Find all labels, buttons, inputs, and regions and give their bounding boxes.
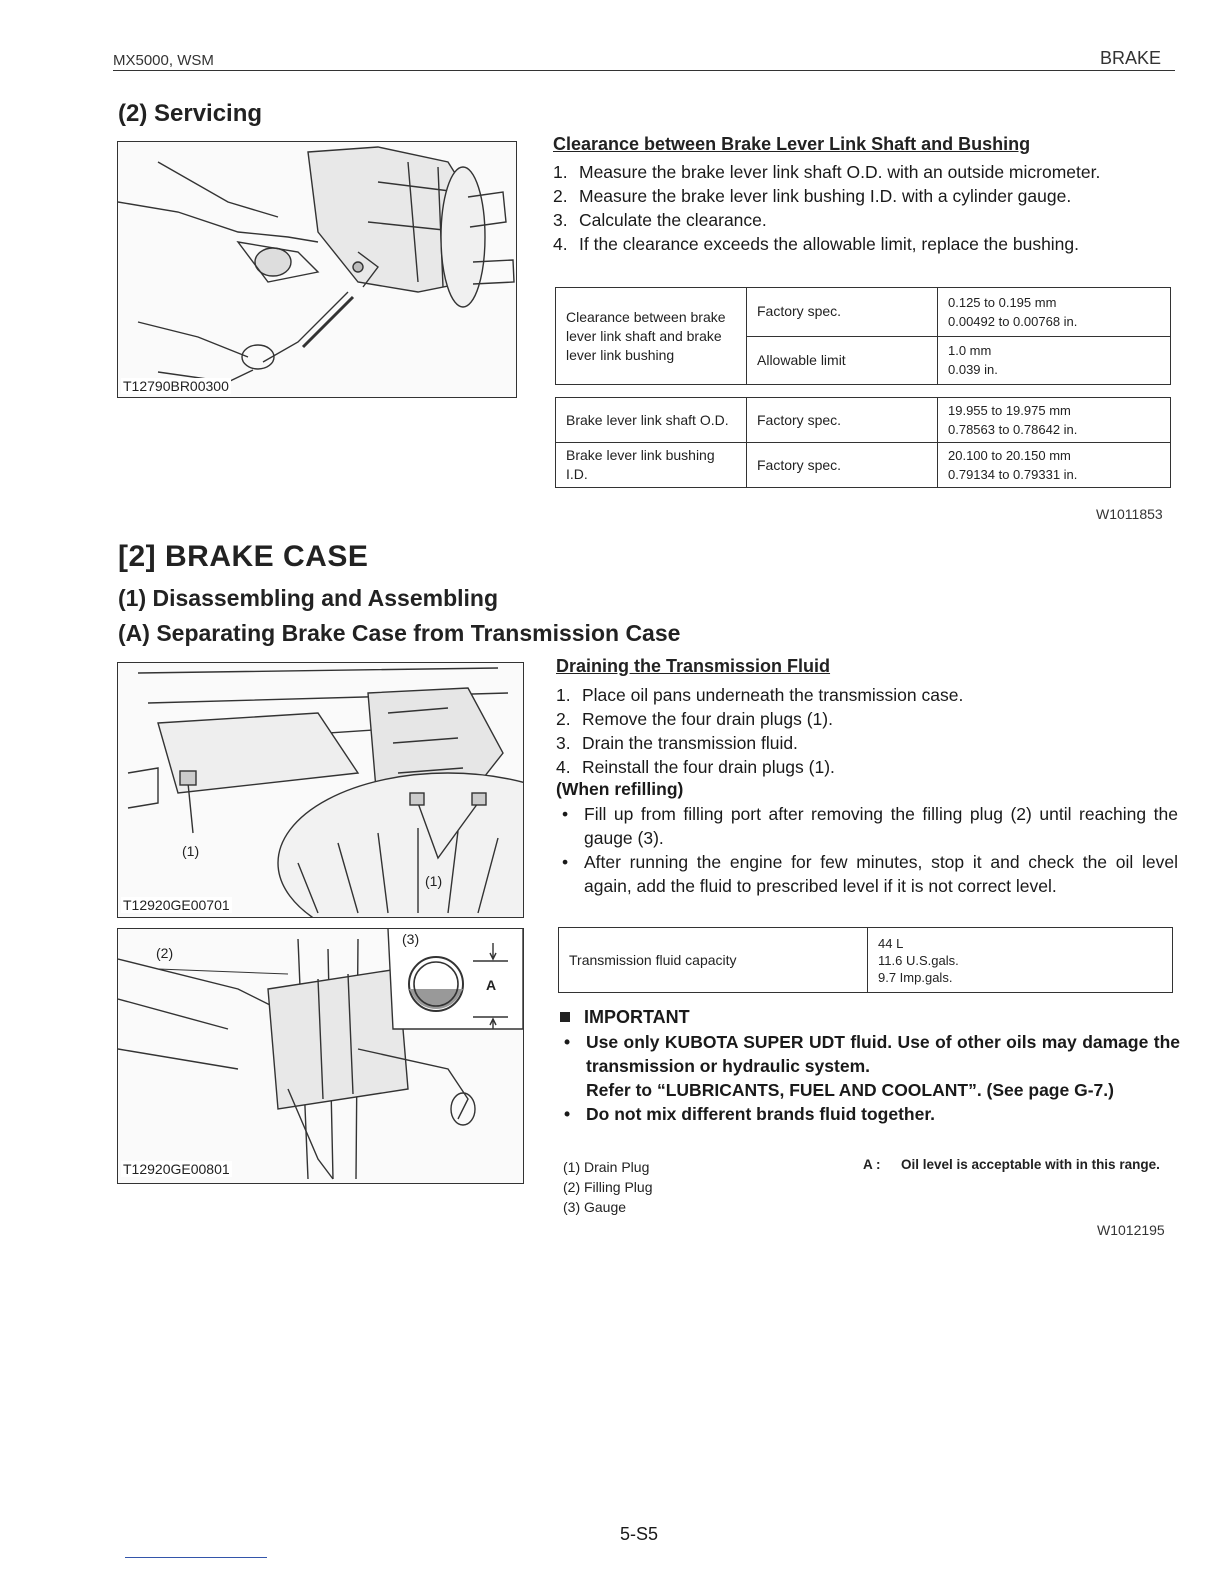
capacity-table — [558, 927, 1173, 993]
legend-a: A : Oil level is acceptable with in this range. — [863, 1157, 1160, 1172]
important-bullets — [558, 1030, 1180, 1126]
page-number: 5-S5 — [620, 1524, 659, 1544]
legend-item: (1) Drain Plug — [563, 1159, 650, 1175]
legend-item: (2) Filling Plug — [563, 1179, 653, 1195]
refill-heading: (When refilling) — [556, 779, 684, 799]
capacity-value: 44 L 11.6 U.S.gals. 9.7 Imp.gals. — [868, 928, 1173, 993]
draining-step: 3. Drain the transmission fluid. — [556, 733, 798, 753]
separating-heading: (A) Separating Brake Case from Transmission Case — [118, 620, 681, 646]
servicing-figure-id: T12790BR00300 — [123, 378, 229, 394]
draining-steps — [556, 683, 1178, 779]
draining-step: 4. Reinstall the four drain plugs (1). — [556, 757, 835, 777]
servicing-steps — [553, 160, 1175, 256]
list-item: • Fill up from filling port after removing the filling plug (2) until reaching the gauge (3). — [562, 804, 1178, 848]
important-heading: IMPORTANT — [560, 1007, 690, 1028]
gauge-label: (3) — [402, 931, 420, 947]
footer-rule — [125, 1557, 267, 1558]
drain-plug-figure — [117, 662, 524, 918]
clearance-spec-table — [555, 287, 1171, 385]
factory-spec-label: Factory spec. — [747, 288, 938, 337]
list-item: • Do not mix different brands fluid together. — [564, 1104, 936, 1124]
filling-port-gauge-illustration — [118, 929, 523, 1183]
filling-figure-id: T12920GE00801 — [123, 1161, 230, 1177]
list-item: • Use only KUBOTA SUPER UDT fluid. Use of other oils may damage the transmission or hydraulic system. Refer to “LUBRICANTS, FUEL AND COOLANT”. (See page G-7.) — [564, 1032, 1180, 1100]
servicing-step: 4. If the clearance exceeds the allowable limit, replace the bushing. — [553, 234, 1080, 254]
servicing-step: 3. Calculate the clearance. — [553, 210, 767, 230]
table-row: Brake lever link bushing I.D. Factory spec. 20.100 to 20.150 mm 0.79134 to 0.79331 in. — [556, 443, 1171, 488]
servicing-heading: (2) Servicing — [118, 100, 263, 127]
drain-figure-id: T12920GE00701 — [123, 897, 230, 913]
draining-step: 1. Place oil pans underneath the transmission case. — [556, 685, 964, 705]
table-row: Brake lever link shaft O.D. Factory spec. 19.955 to 19.975 mm 0.78563 to 0.78642 in. — [556, 398, 1171, 443]
dimension-spec-table — [555, 397, 1171, 488]
brake-case-heading: [2] BRAKE CASE — [118, 540, 369, 573]
refill-bullets — [556, 802, 1178, 898]
filling-plug-label: (2) — [156, 945, 174, 961]
square-bullet-icon — [560, 1012, 570, 1022]
capacity-label: Transmission fluid capacity — [559, 928, 868, 993]
allowable-limit-value: 1.0 mm 0.039 in. — [938, 336, 1171, 385]
header-section: BRAKE — [1100, 48, 1162, 68]
drain-plug-label-left: (1) — [182, 843, 200, 859]
allowable-limit-label: Allowable limit — [747, 336, 938, 385]
factory-spec-value: 0.125 to 0.195 mm 0.00492 to 0.00768 in. — [938, 288, 1171, 337]
servicing-step: 2. Measure the brake lever link bushing I.D. with a cylinder gauge. — [553, 186, 1072, 206]
servicing-doc-id: W1011853 — [1096, 506, 1163, 522]
filling-plug-figure — [117, 928, 524, 1184]
header-model: MX5000, WSM — [113, 52, 214, 69]
draining-step: 2. Remove the four drain plugs (1). — [556, 709, 833, 729]
disassembling-heading: (1) Disassembling and Assembling — [118, 585, 499, 611]
list-item: • After running the engine for few minutes, stop it and check the oil level again, add the fluid to prescribed level if it is not correct level. — [562, 852, 1178, 896]
legend-item: (3) Gauge — [563, 1199, 627, 1215]
clearance-title: Clearance between Brake Lever Link Shaft and Bushing — [553, 134, 1031, 154]
brake-link-measurement-illustration — [118, 142, 516, 397]
draining-title: Draining the Transmission Fluid — [556, 656, 831, 676]
tractor-underside-illustration — [118, 663, 523, 917]
servicing-figure — [117, 141, 517, 398]
header-rule — [113, 70, 1175, 71]
clearance-item: Clearance between brake lever link shaft and brake lever link bushing — [556, 288, 747, 385]
servicing-step: 1. Measure the brake lever link shaft O.D. with an outside micrometer. — [553, 162, 1101, 182]
brake-case-doc-id: W1012195 — [1097, 1222, 1165, 1238]
drain-plug-label-right: (1) — [425, 873, 443, 889]
legend-list — [563, 1157, 652, 1217]
acceptable-range-label: A — [486, 977, 497, 993]
